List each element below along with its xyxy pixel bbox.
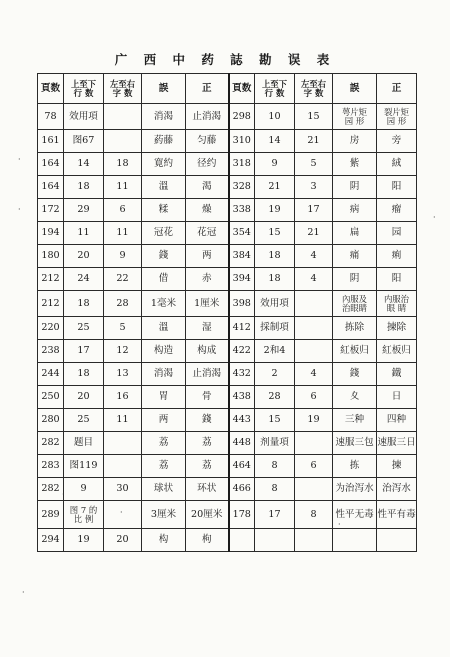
cell-line: 21 bbox=[255, 176, 295, 199]
cell-line: 9 bbox=[255, 153, 295, 176]
cell-line: 图 7 的 比 例 bbox=[64, 501, 104, 529]
cell-correct: 渴 bbox=[186, 176, 229, 199]
cell-correct: 阳 bbox=[377, 268, 417, 291]
cell-page: 164 bbox=[38, 153, 64, 176]
table-row bbox=[38, 104, 417, 130]
table-body bbox=[38, 104, 417, 552]
cell-correct: 两 bbox=[186, 245, 229, 268]
cell-wrong: 冠花 bbox=[142, 222, 186, 245]
cell-correct: 匀藤 bbox=[186, 130, 229, 153]
cell-line: 20 bbox=[64, 386, 104, 409]
cell-wrong: 紫 bbox=[333, 153, 377, 176]
cell-line: 8 bbox=[255, 455, 295, 478]
cell-wrong: 速服三包 bbox=[333, 432, 377, 455]
cell-line: 25 bbox=[64, 409, 104, 432]
scan-speck: · bbox=[338, 520, 341, 529]
cell-page: 466 bbox=[229, 478, 255, 501]
cell-char: 19 bbox=[295, 409, 333, 432]
cell-char: 13 bbox=[104, 363, 142, 386]
cell-char: 11 bbox=[104, 222, 142, 245]
cell-char bbox=[295, 529, 333, 552]
header-cell-correct: 正 bbox=[186, 74, 229, 104]
cell-correct: 絨 bbox=[377, 153, 417, 176]
cell-page: 164 bbox=[38, 176, 64, 199]
table-row bbox=[38, 386, 417, 409]
cell-char bbox=[104, 432, 142, 455]
cell-wrong: 借 bbox=[142, 268, 186, 291]
cell-correct: 痢 bbox=[377, 245, 417, 268]
cell-page: 398 bbox=[229, 291, 255, 317]
cell-wrong: 夊 bbox=[333, 386, 377, 409]
table-row bbox=[38, 432, 417, 455]
cell-line: 图119 bbox=[64, 455, 104, 478]
cell-char: 15 bbox=[295, 104, 333, 130]
cell-correct: 性平有毒 bbox=[377, 501, 417, 529]
cell-correct: 湿 bbox=[186, 317, 229, 340]
scan-speck: · bbox=[433, 213, 436, 222]
cell-page: 443 bbox=[229, 409, 255, 432]
cell-correct: 旁 bbox=[377, 130, 417, 153]
cell-wrong: 1毫米 bbox=[142, 291, 186, 317]
cell-correct: 荔 bbox=[186, 455, 229, 478]
cell-line: 18 bbox=[64, 363, 104, 386]
cell-page: 432 bbox=[229, 363, 255, 386]
cell-correct: 骨 bbox=[186, 386, 229, 409]
table-row bbox=[38, 268, 417, 291]
cell-char bbox=[295, 478, 333, 501]
scan-speck: · bbox=[22, 588, 25, 597]
cell-correct: 日 bbox=[377, 386, 417, 409]
cell-line: 18 bbox=[255, 268, 295, 291]
cell-page: 220 bbox=[38, 317, 64, 340]
cell-page: 161 bbox=[38, 130, 64, 153]
header-cell-page: 頁数 bbox=[229, 74, 255, 104]
table-row bbox=[38, 222, 417, 245]
cell-correct: 花冠 bbox=[186, 222, 229, 245]
cell-correct: 速服三日 bbox=[377, 432, 417, 455]
cell-line: 题目 bbox=[64, 432, 104, 455]
cell-char bbox=[104, 455, 142, 478]
cell-char: 6 bbox=[295, 386, 333, 409]
cell-line: 18 bbox=[255, 245, 295, 268]
scan-speck: · bbox=[18, 155, 21, 164]
cell-line: 10 bbox=[255, 104, 295, 130]
table-row bbox=[38, 501, 417, 529]
cell-char: 17 bbox=[295, 199, 333, 222]
header-row bbox=[38, 74, 417, 104]
scan-speck: · bbox=[120, 508, 123, 517]
cell-char: 4 bbox=[295, 363, 333, 386]
header-cell-wrong: 誤 bbox=[142, 74, 186, 104]
cell-char: 11 bbox=[104, 409, 142, 432]
cell-wrong: 痛 bbox=[333, 245, 377, 268]
cell-line: 29 bbox=[64, 199, 104, 222]
scan-speck: · bbox=[62, 490, 65, 499]
cell-wrong: 萼片矩 园 形 bbox=[333, 104, 377, 130]
cell-page: 180 bbox=[38, 245, 64, 268]
cell-page: 412 bbox=[229, 317, 255, 340]
cell-correct: 20厘米 bbox=[186, 501, 229, 529]
cell-page bbox=[229, 529, 255, 552]
cell-page: 318 bbox=[229, 153, 255, 176]
cell-line: 20 bbox=[64, 245, 104, 268]
header-cell-char: 左至右 字 数 bbox=[104, 74, 142, 104]
cell-line: 18 bbox=[64, 291, 104, 317]
cell-char bbox=[295, 432, 333, 455]
header-cell-char: 左至右 字 数 bbox=[295, 74, 333, 104]
cell-page: 212 bbox=[38, 268, 64, 291]
cell-wrong: 錢 bbox=[142, 245, 186, 268]
cell-char: 12 bbox=[104, 340, 142, 363]
cell-correct: 鐵 bbox=[377, 363, 417, 386]
cell-wrong: 拣除 bbox=[333, 317, 377, 340]
cell-char: 28 bbox=[104, 291, 142, 317]
cell-wrong: 溫 bbox=[142, 176, 186, 199]
cell-page: 298 bbox=[229, 104, 255, 130]
cell-wrong: 阴 bbox=[333, 268, 377, 291]
cell-wrong: 为治泻水 bbox=[333, 478, 377, 501]
cell-line: 17 bbox=[255, 501, 295, 529]
cell-char: 21 bbox=[295, 222, 333, 245]
cell-page: 354 bbox=[229, 222, 255, 245]
cell-line: 效用項 bbox=[255, 291, 295, 317]
cell-line: 15 bbox=[255, 222, 295, 245]
cell-line: 14 bbox=[64, 153, 104, 176]
cell-page: 178 bbox=[229, 501, 255, 529]
cell-page: 78 bbox=[38, 104, 64, 130]
cell-page: 238 bbox=[38, 340, 64, 363]
cell-page: 194 bbox=[38, 222, 64, 245]
cell-wrong bbox=[333, 529, 377, 552]
cell-correct: 构成 bbox=[186, 340, 229, 363]
cell-line: 19 bbox=[255, 199, 295, 222]
cell-wrong: 房 bbox=[333, 130, 377, 153]
cell-wrong: 消渴 bbox=[142, 363, 186, 386]
cell-page: 294 bbox=[38, 529, 64, 552]
cell-correct: 瘤 bbox=[377, 199, 417, 222]
cell-page: 289 bbox=[38, 501, 64, 529]
cell-char: 18 bbox=[104, 153, 142, 176]
cell-line: 17 bbox=[64, 340, 104, 363]
cell-correct: 阳 bbox=[377, 176, 417, 199]
cell-line bbox=[255, 529, 295, 552]
cell-correct: 錢 bbox=[186, 409, 229, 432]
table-row bbox=[38, 317, 417, 340]
cell-page: 464 bbox=[229, 455, 255, 478]
cell-line: 28 bbox=[255, 386, 295, 409]
cell-line: 效用項 bbox=[64, 104, 104, 130]
table-row bbox=[38, 245, 417, 268]
cell-page: 282 bbox=[38, 432, 64, 455]
cell-char: 6 bbox=[104, 199, 142, 222]
cell-line: 25 bbox=[64, 317, 104, 340]
cell-correct: 燥 bbox=[186, 199, 229, 222]
cell-correct: 治泻水 bbox=[377, 478, 417, 501]
cell-page: 422 bbox=[229, 340, 255, 363]
cell-line: 图67 bbox=[64, 130, 104, 153]
cell-wrong: 两 bbox=[142, 409, 186, 432]
header-cell-correct: 正 bbox=[377, 74, 417, 104]
cell-wrong: 构造 bbox=[142, 340, 186, 363]
cell-line: 剂量項 bbox=[255, 432, 295, 455]
cell-wrong: 紅板归 bbox=[333, 340, 377, 363]
table-row bbox=[38, 478, 417, 501]
cell-line: 24 bbox=[64, 268, 104, 291]
cell-correct: 径约 bbox=[186, 153, 229, 176]
cell-wrong: 溫 bbox=[142, 317, 186, 340]
cell-char: 5 bbox=[104, 317, 142, 340]
cell-wrong: 拣 bbox=[333, 455, 377, 478]
header-cell-line: 上至下 行 数 bbox=[255, 74, 295, 104]
cell-char: 6 bbox=[295, 455, 333, 478]
cell-char: 20 bbox=[104, 529, 142, 552]
cell-char: 16 bbox=[104, 386, 142, 409]
cell-wrong: 扁 bbox=[333, 222, 377, 245]
cell-page: 283 bbox=[38, 455, 64, 478]
cell-wrong: 糅 bbox=[142, 199, 186, 222]
cell-line: 9 bbox=[64, 478, 104, 501]
table-row bbox=[38, 291, 417, 317]
cell-correct: 园 bbox=[377, 222, 417, 245]
cell-page: 338 bbox=[229, 199, 255, 222]
cell-line: 18 bbox=[64, 176, 104, 199]
cell-line: 採制項 bbox=[255, 317, 295, 340]
cell-wrong: 寛約 bbox=[142, 153, 186, 176]
cell-wrong: 阴 bbox=[333, 176, 377, 199]
cell-page: 250 bbox=[38, 386, 64, 409]
cell-correct: 裂片矩 园 形 bbox=[377, 104, 417, 130]
cell-correct: 四种 bbox=[377, 409, 417, 432]
cell-char: 22 bbox=[104, 268, 142, 291]
cell-line: 11 bbox=[64, 222, 104, 245]
cell-page: 280 bbox=[38, 409, 64, 432]
cell-char: 11 bbox=[104, 176, 142, 199]
header-cell-line: 上至下 行 数 bbox=[64, 74, 104, 104]
table-row bbox=[38, 455, 417, 478]
cell-correct: 止消渴 bbox=[186, 104, 229, 130]
cell-char: 30 bbox=[104, 478, 142, 501]
cell-wrong: 內服及 治眼睛 bbox=[333, 291, 377, 317]
cell-line: 19 bbox=[64, 529, 104, 552]
table-row bbox=[38, 529, 417, 552]
cell-correct: 赤 bbox=[186, 268, 229, 291]
cell-correct: 内服治 眼 睛 bbox=[377, 291, 417, 317]
cell-correct bbox=[377, 529, 417, 552]
cell-char bbox=[295, 317, 333, 340]
cell-line: 8 bbox=[255, 478, 295, 501]
cell-correct: 止消渴 bbox=[186, 363, 229, 386]
cell-wrong: 性平无毒 bbox=[333, 501, 377, 529]
cell-char: 4 bbox=[295, 268, 333, 291]
cell-line: 2 bbox=[255, 363, 295, 386]
cell-char bbox=[104, 104, 142, 130]
cell-wrong: 三种 bbox=[333, 409, 377, 432]
table-row bbox=[38, 130, 417, 153]
scan-speck: · bbox=[18, 205, 21, 214]
cell-char: 4 bbox=[295, 245, 333, 268]
cell-char: 9 bbox=[104, 245, 142, 268]
cell-page: 282 bbox=[38, 478, 64, 501]
cell-correct: 紅板归 bbox=[377, 340, 417, 363]
page-title: 广 西 中 药 誌 勘 误 表 bbox=[114, 52, 336, 67]
cell-page: 384 bbox=[229, 245, 255, 268]
cell-page: 448 bbox=[229, 432, 255, 455]
cell-char: 5 bbox=[295, 153, 333, 176]
cell-correct: 揀除 bbox=[377, 317, 417, 340]
cell-page: 212 bbox=[38, 291, 64, 317]
errata-table bbox=[37, 73, 417, 552]
cell-char: 21 bbox=[295, 130, 333, 153]
cell-correct: 荔 bbox=[186, 432, 229, 455]
cell-char bbox=[104, 130, 142, 153]
cell-line: 14 bbox=[255, 130, 295, 153]
cell-wrong: 胃 bbox=[142, 386, 186, 409]
table-row bbox=[38, 340, 417, 363]
cell-char bbox=[295, 291, 333, 317]
cell-page: 438 bbox=[229, 386, 255, 409]
table-row bbox=[38, 153, 417, 176]
header-cell-wrong: 誤 bbox=[333, 74, 377, 104]
cell-page: 394 bbox=[229, 268, 255, 291]
cell-wrong: 构 bbox=[142, 529, 186, 552]
cell-wrong: 荔 bbox=[142, 455, 186, 478]
cell-line: 15 bbox=[255, 409, 295, 432]
cell-page: 328 bbox=[229, 176, 255, 199]
table-row bbox=[38, 363, 417, 386]
cell-correct: 1厘米 bbox=[186, 291, 229, 317]
cell-char bbox=[295, 340, 333, 363]
cell-wrong: 病 bbox=[333, 199, 377, 222]
cell-wrong: 3厘米 bbox=[142, 501, 186, 529]
cell-char: 3 bbox=[295, 176, 333, 199]
cell-wrong: 消渴 bbox=[142, 104, 186, 130]
table-row bbox=[38, 199, 417, 222]
cell-page: 172 bbox=[38, 199, 64, 222]
cell-page: 244 bbox=[38, 363, 64, 386]
table-row bbox=[38, 409, 417, 432]
table-row bbox=[38, 176, 417, 199]
header-cell-page: 頁数 bbox=[38, 74, 64, 104]
cell-correct: 枸 bbox=[186, 529, 229, 552]
cell-line: 2和4 bbox=[255, 340, 295, 363]
cell-wrong: 荔 bbox=[142, 432, 186, 455]
cell-wrong: 球状 bbox=[142, 478, 186, 501]
cell-correct: 环状 bbox=[186, 478, 229, 501]
cell-char: 8 bbox=[295, 501, 333, 529]
cell-correct: 揀 bbox=[377, 455, 417, 478]
cell-page: 310 bbox=[229, 130, 255, 153]
cell-wrong: 錢 bbox=[333, 363, 377, 386]
cell-wrong: 葯藤 bbox=[142, 130, 186, 153]
